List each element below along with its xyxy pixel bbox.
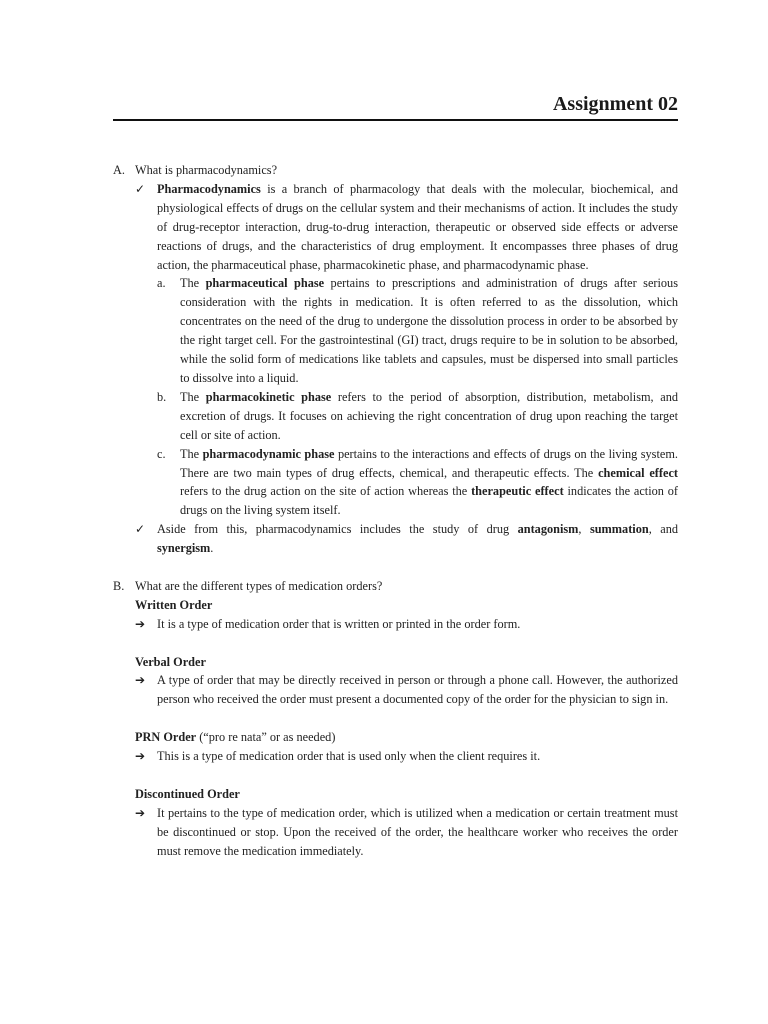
order-text: A type of order that may be directly received in person or through a phone call. However, the authorized person who received the order must present a documented copy of the order for the physician to sign in. <box>157 673 678 707</box>
check-icon: ✓ <box>135 522 146 537</box>
order-heading-text: Verbal Order <box>135 654 206 669</box>
phase-item-c <box>113 445 678 521</box>
order-item-written <box>113 615 678 634</box>
phase-item-b <box>113 388 678 445</box>
order-gap <box>113 766 678 785</box>
term-synergism: synergism <box>157 541 211 556</box>
arrow-icon: ➔ <box>135 805 146 820</box>
order-heading-text: PRN Order <box>135 730 197 745</box>
question-a <box>113 161 678 180</box>
order-heading-prn <box>113 728 678 747</box>
phase-c-text2: refers to the drug action on the site of action whereas the <box>180 484 472 499</box>
aside-text: Aside from this, pharmacodynamics includes the study of drug <box>157 522 518 537</box>
arrow-icon: ➔ <box>135 616 146 631</box>
term-pharmacodynamic-phase: pharmacodynamic phase <box>202 446 335 461</box>
term-therapeutic-effect: therapeutic effect <box>471 484 564 499</box>
phase-c-pre: The <box>180 446 203 461</box>
order-heading-text: Discontinued Order <box>135 786 240 801</box>
phase-b-pre: The <box>180 389 206 404</box>
document-body <box>113 161 678 860</box>
order-heading-text: Written Order <box>135 597 213 612</box>
phase-c-text: pertains to the interactions and effects of drugs on the living system. There are two main types of drug effects, chemical, and therapeutic effects. The <box>180 446 678 480</box>
question-a-label: A. <box>113 163 125 177</box>
section-gap <box>113 558 678 577</box>
order-item-discontinued <box>113 804 678 861</box>
term-pharmacodynamics: Pharmacodynamics <box>157 181 261 196</box>
definition-text: is a branch of pharmacology that deals with the molecular, biochemical, and physiological effects of drugs on the cellular system and their mechanisms of action. It includes the study of drug-receptor interaction, drug-to-drug interaction, therapeutic or observed side effects or adverse reactions of drugs, and the characteristics of drug employment. It encompasses three phases of drug action, the pharmaceutical phase, pharmacokinetic phase, and pharmacodynamic phase. <box>157 181 678 272</box>
pharmacodynamics-definition <box>113 180 678 275</box>
phase-c-text3: indicates the action of drugs on the living system itself. <box>180 484 678 518</box>
phase-b-text: refers to the period of absorption, distribution, metabolism, and excretion of drugs. It focuses on achieving the right concentration of drug upon reaching the target cell or site of action. <box>180 389 679 442</box>
term-pharmacokinetic-phase: pharmacokinetic phase <box>205 389 332 404</box>
arrow-icon: ➔ <box>135 749 146 764</box>
order-gap <box>113 709 678 728</box>
question-b-label: B. <box>113 578 125 593</box>
order-text: This is a type of medication order that is used only when the client requires it. <box>157 749 541 764</box>
phase-a-pre: The <box>180 276 206 291</box>
aside-end: . <box>210 541 214 556</box>
phase-b-label: b. <box>157 389 167 404</box>
title-rule <box>113 119 678 121</box>
order-text: It is a type of medication order that is written or printed in the order form. <box>157 616 521 631</box>
question-a-text: What is pharmacodynamics? <box>135 163 278 177</box>
order-item-verbal <box>113 671 678 709</box>
aside-item <box>113 520 678 558</box>
order-heading-discontinued <box>113 785 678 804</box>
term-chemical-effect: chemical effect <box>598 465 678 480</box>
aside-sep-2: , and <box>648 522 678 537</box>
question-b <box>113 577 678 596</box>
phase-a-label: a. <box>157 276 166 291</box>
phase-c-label: c. <box>157 446 166 461</box>
term-pharmaceutical-phase: pharmaceutical phase <box>205 276 325 291</box>
term-summation: summation <box>589 522 649 537</box>
order-heading-note: (“pro re nata” or as needed) <box>196 730 336 745</box>
question-b-text: What are the different types of medication orders? <box>135 578 383 593</box>
order-text: It pertains to the type of medication order, which is utilized when a medication or certain treatment must be discontinued or stop. Upon the received of the order, the healthcare worker who receives the order must remove the medication immediately. <box>157 805 678 858</box>
page-title: Assignment 02 <box>552 93 678 115</box>
order-heading-verbal <box>113 653 678 672</box>
phase-item-a <box>113 274 678 387</box>
order-heading-written <box>113 596 678 615</box>
order-gap <box>113 634 678 653</box>
term-antagonism: antagonism <box>517 522 579 537</box>
arrow-icon: ➔ <box>135 673 146 688</box>
phase-a-text: pertains to prescriptions and administration of drugs after serious consideration with the rights in medication. It is often referred to as the dissolution, which concentrates on the need of the drug to undergone the dissolution process in order to be absorbed by the right target cell. For the gastrointestinal (GI) tract, drugs require to be in solution to be absorbed, while the solid form of medications like tablets and capsules, must be dispersed into small particles to dissolve into a liquid. <box>180 276 678 385</box>
order-item-prn <box>113 747 678 766</box>
check-icon: ✓ <box>135 181 146 196</box>
aside-sep-1: , <box>578 522 590 537</box>
